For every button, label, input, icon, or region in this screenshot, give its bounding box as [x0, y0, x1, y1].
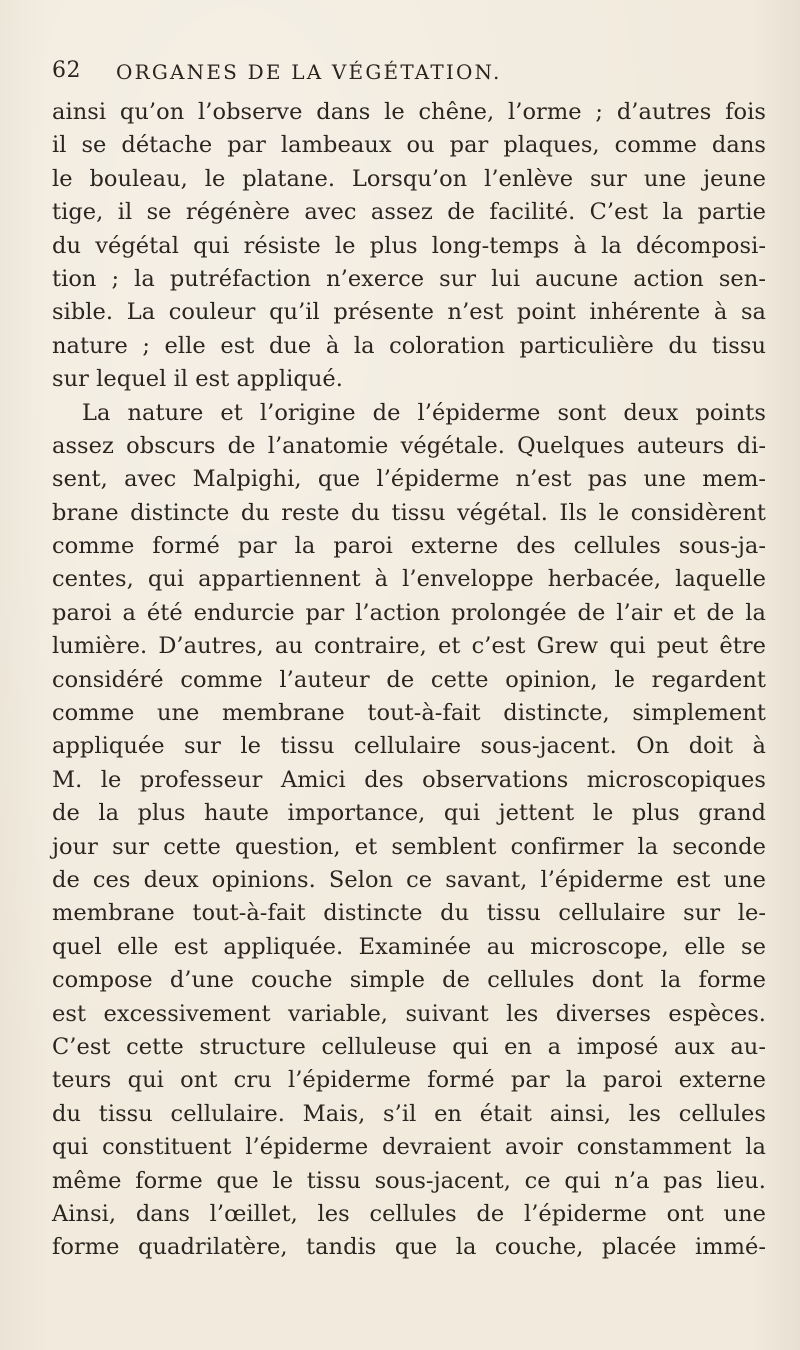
- text-line: jour sur cette question, et semblent confirmer la seconde: [52, 833, 766, 860]
- text-line: teurs qui ont cru l’épiderme formé par la paroi externe: [52, 1067, 766, 1094]
- text-line: centes, qui appartiennent à l’enveloppe herbacée, laquelle: [52, 566, 766, 593]
- text-line: paroi a été endurcie par l’action prolongée de l’air et de la: [52, 599, 766, 626]
- text-line: même forme que le tissu sous-jacent, ce qui n’a pas lieu.: [52, 1167, 766, 1194]
- text-line: de ces deux opinions. Selon ce savant, l’épiderme est une: [52, 866, 766, 893]
- page-header: [52, 58, 752, 92]
- text-line: M. le professeur Amici des observations microscopiques: [52, 766, 766, 793]
- text-line: nature ; elle est due à la coloration particulière du tissu: [52, 332, 766, 359]
- text-line: ainsi qu’on l’observe dans le chêne, l’orme ; d’autres fois: [52, 99, 766, 125]
- text-line: brane distincte du reste du tissu végétal. Ils le considèrent: [52, 499, 766, 526]
- text-line: sent, avec Malpighi, que l’épiderme n’est pas une mem-: [52, 466, 766, 493]
- text-line: du végétal qui résiste le plus long-temps à la décomposi-: [52, 232, 766, 259]
- text-line: tion ; la putréfaction n’exerce sur lui aucune action sen-: [52, 265, 766, 292]
- text-line: assez obscurs de l’anatomie végétale. Quelques auteurs di-: [52, 432, 766, 459]
- running-title: ORGANES DE LA VÉGÉTATION.: [116, 60, 502, 84]
- text-line: comme une membrane tout-à-fait distincte, simplement: [52, 700, 766, 727]
- text-line: comme formé par la paroi externe des cellules sous-ja-: [52, 533, 766, 560]
- text-line: sible. La couleur qu’il présente n’est point inhérente à sa: [52, 299, 766, 326]
- text-line: considéré comme l’auteur de cette opinion, le regardent: [52, 666, 766, 693]
- text-line: il se détache par lambeaux ou par plaques, comme dans: [52, 132, 766, 159]
- text-line: Ainsi, dans l’œillet, les cellules de l’épiderme ont une: [52, 1200, 766, 1227]
- text-line: quel elle est appliquée. Examinée au microscope, elle se: [52, 933, 766, 960]
- text-line: compose d’une couche simple de cellules dont la forme: [52, 967, 766, 994]
- paragraph-end-line: sur lequel il est appliqué.: [52, 366, 343, 393]
- text-line: qui constituent l’épiderme devraient avoir constamment la: [52, 1134, 766, 1161]
- page-number: 62: [52, 58, 81, 83]
- text-line: appliquée sur le tissu cellulaire sous-jacent. On doit à: [52, 733, 766, 760]
- text-line: C’est cette structure celluleuse qui en a imposé aux au-: [52, 1033, 766, 1060]
- body-text: [52, 96, 766, 1265]
- text-line: le bouleau, le platane. Lorsqu’on l’enlève sur une jeune: [52, 165, 766, 192]
- paragraph-start-line: La nature et l’origine de l’épiderme sont deux points: [82, 399, 766, 426]
- text-line: forme quadrilatère, tandis que la couche, placée immé-: [52, 1234, 766, 1261]
- text-line: est excessivement variable, suivant les diverses espèces.: [52, 1000, 766, 1027]
- text-line: tige, il se régénère avec assez de facilité. C’est la partie: [52, 199, 766, 226]
- text-line: de la plus haute importance, qui jettent le plus grand: [52, 800, 766, 827]
- text-line: du tissu cellulaire. Mais, s’il en était ainsi, les cellules: [52, 1100, 766, 1127]
- text-line: lumière. D’autres, au contraire, et c’est Grew qui peut être: [52, 633, 766, 660]
- text-line: membrane tout-à-fait distincte du tissu cellulaire sur le-: [52, 900, 766, 927]
